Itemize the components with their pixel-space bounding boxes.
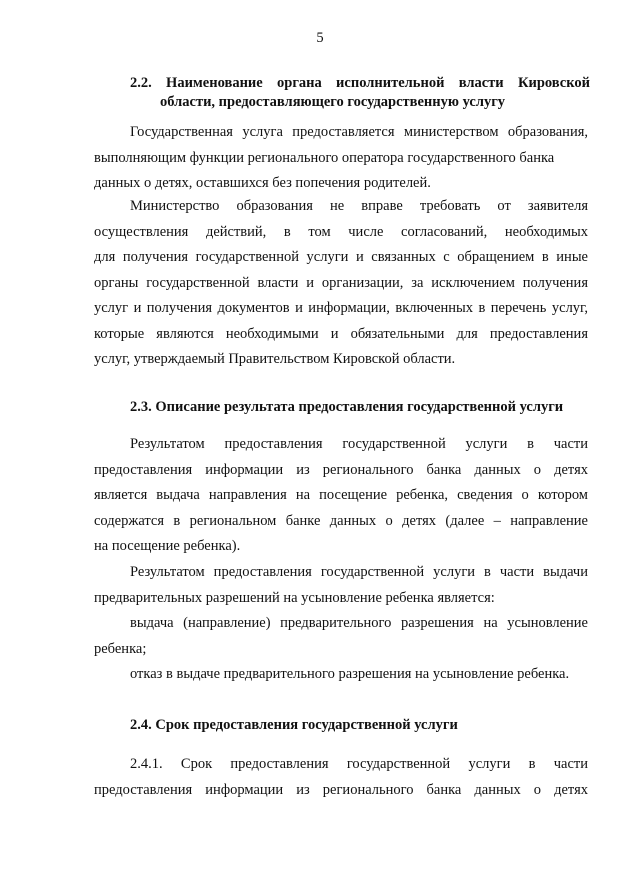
paragraph	[94, 752, 588, 803]
text-line: 2.4.1. Срок предоставления государственной услуги в части	[130, 756, 588, 772]
text-line: ребенка;	[94, 640, 147, 657]
heading-line: области, предоставляющего государственную услугу	[160, 94, 506, 110]
text-line: содержатся в региональном банке данных о детях (далее – направление	[94, 512, 588, 529]
paragraph	[94, 120, 588, 197]
text-line: которые являются необходимыми и обязательными для предоставления	[94, 325, 588, 342]
text-line: выполняющим функции регионального оператора государственного банка	[94, 149, 555, 166]
paragraph	[94, 560, 588, 611]
text-line: на посещение ребенка).	[94, 538, 241, 554]
text-line: органы государственной власти и организации, за исключением получения	[94, 274, 588, 291]
paragraph	[94, 662, 588, 688]
text-line: услуг и получения документов и информации, включенных в перечень услуг,	[94, 300, 588, 316]
text-line: Результатом предоставления государственной услуги в части	[130, 436, 588, 452]
paragraph	[94, 194, 588, 373]
text-line: предоставления информации из регионального банка данных о детях	[94, 461, 588, 478]
text-line: выдача (направление) предварительного разрешения на усыновление	[130, 615, 588, 631]
section-heading-2-3	[130, 398, 600, 417]
heading-line: 2.4. Срок предоставления государственной услуги	[130, 717, 458, 733]
text-line: предварительных разрешений на усыновление ребенка является:	[94, 589, 495, 606]
text-line: предоставления информации из регионального банка данных о детях	[94, 781, 588, 798]
text-line: Министерство образования не вправе требовать от заявителя	[130, 198, 588, 214]
text-line: Государственная услуга предоставляется министерством образования,	[130, 124, 588, 140]
page-number: 5	[316, 30, 324, 46]
heading-line: 2.2. Наименование органа исполнительной власти Кировской	[130, 75, 590, 91]
paragraph	[94, 432, 588, 560]
text-line: является выдача направления на посещение ребенка, сведения о котором	[94, 487, 588, 503]
section-heading-2-4	[130, 716, 530, 735]
paragraph	[94, 611, 588, 662]
text-line: данных о детях, оставшихся без попечения родителей.	[94, 175, 431, 191]
text-line: отказ в выдаче предварительного разрешения на усыновление ребенка.	[130, 666, 570, 682]
text-line: Результатом предоставления государственной услуги в части выдачи	[130, 564, 588, 580]
heading-line: 2.3. Описание результата предоставления государственной услуги	[130, 399, 564, 415]
text-line: услуг, утверждаемый Правительством Кировской области.	[94, 351, 456, 367]
section-heading-2-2	[130, 74, 590, 112]
text-line: для получения государственной услуги и связанных с обращением в иные	[94, 249, 588, 265]
text-line: осуществления действий, в том числе согласований, необходимых	[94, 223, 588, 240]
